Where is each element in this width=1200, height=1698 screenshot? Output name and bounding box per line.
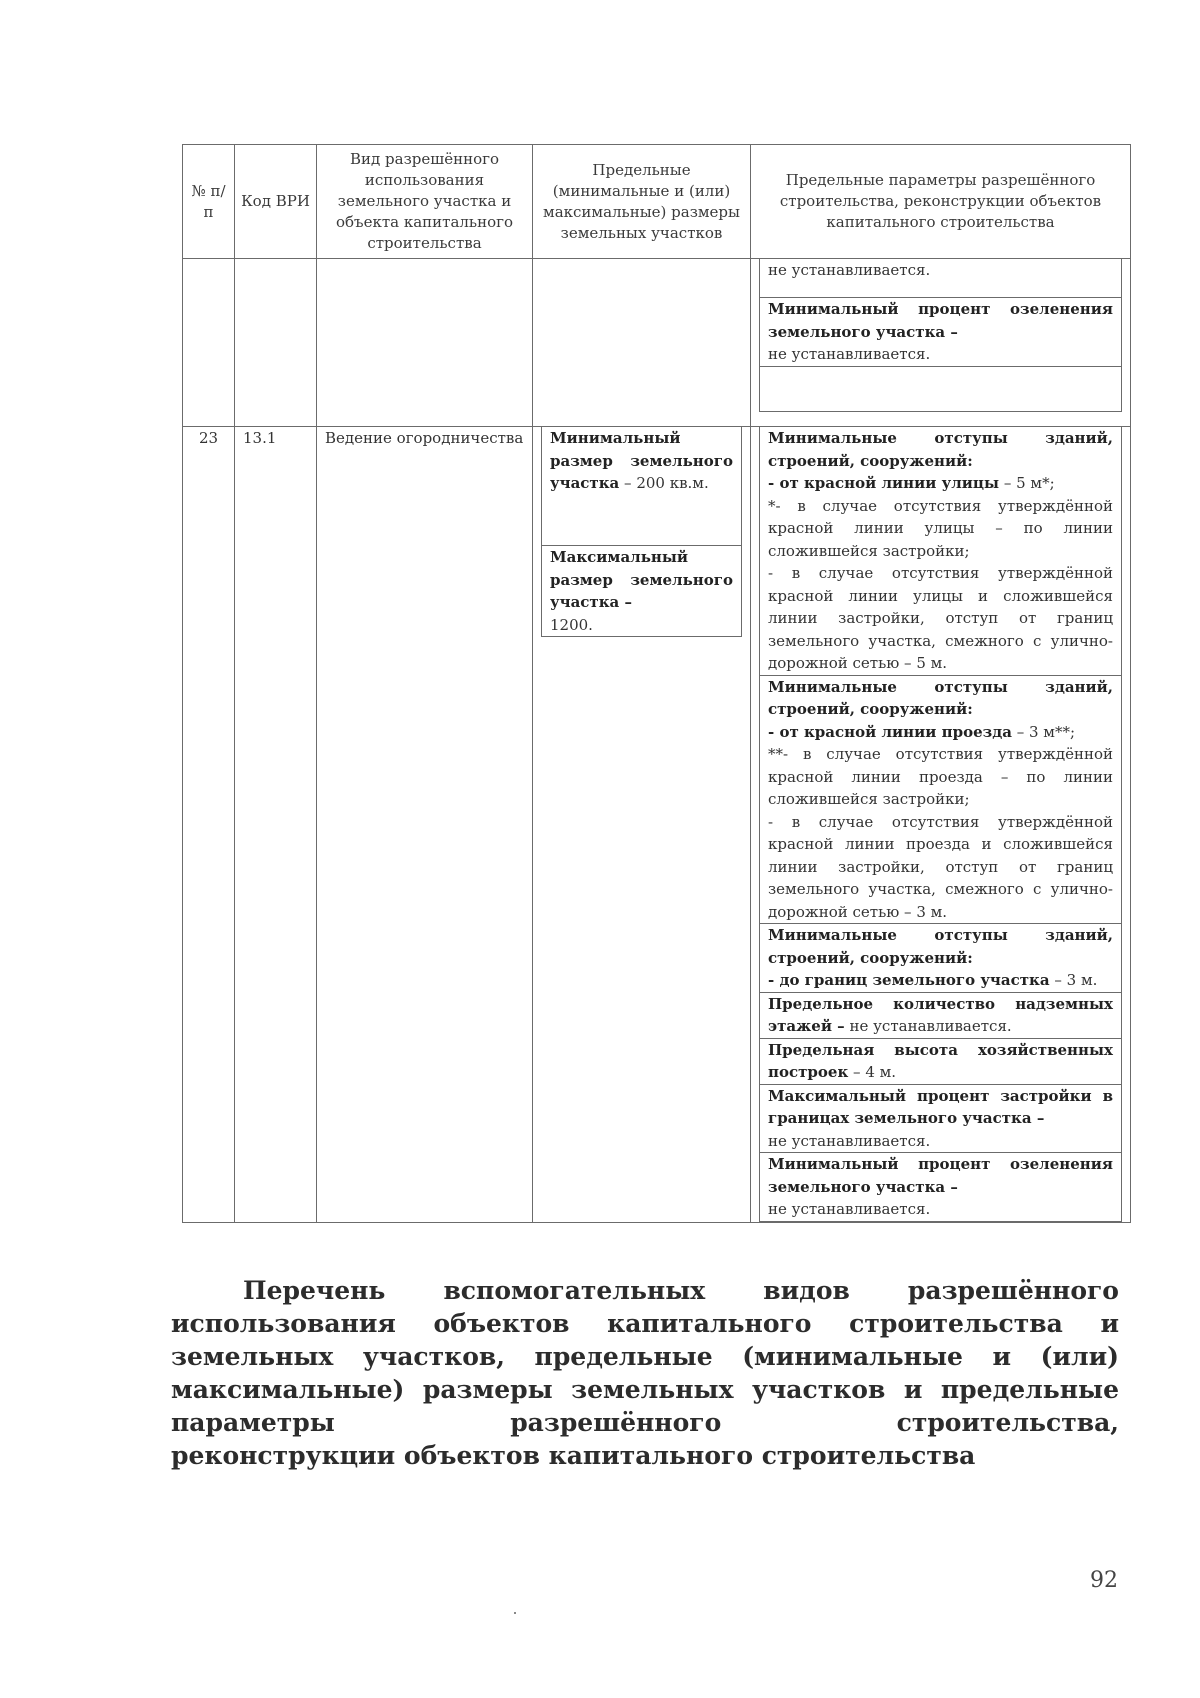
page-number: 92 [1090, 1568, 1118, 1593]
section-heading-line2: реконструкции объектов капитального строительства [171, 1441, 976, 1470]
param-height: Предельная высота хозяйственных построек – 4 м. [760, 1038, 1122, 1084]
size-min: Минимальный размер земельного участка – 200 кв.м. [542, 427, 742, 546]
param-setback-driveway: Минимальные отступы зданий, строений, сооружений: - от красной линии проезда – 3 м**; **- в случае отсутствия утверждённой красной линии проезда – по линии сложившейся застройки; - в случае отсутствия утверждённой красной линии проезда и сложившейся линии застройки, отступ от границ земельного участка, смежного с улично-дорожной сетью – 3 м. [760, 675, 1122, 924]
header-kind: Вид разрешённого использования земельного участка и объекта капитального строительства [317, 145, 533, 259]
row-kind: Ведение огородничества [317, 427, 533, 1223]
cont-param-text: не устанавливается. [768, 261, 931, 279]
header-code: Код ВРИ [235, 145, 317, 259]
table-header-row [183, 145, 1131, 259]
header-params: Предельные параметры разрешённого строительства, реконструкции объектов капитального строительства [751, 145, 1131, 259]
param-floors: Предельное количество надземных этажей – не устанавливается. [760, 992, 1122, 1038]
row-code: 13.1 [235, 427, 317, 1223]
size-max: Максимальный размер земельного участка – 1200. [542, 546, 742, 637]
table-row-23 [183, 427, 1131, 1223]
param-setback-boundary: Минимальные отступы зданий, строений, сооружений: - до границ земельного участка – 3 м. [760, 924, 1122, 993]
scan-speck [514, 1612, 516, 1614]
section-heading [171, 1274, 1119, 1472]
cont-param-bold: Минимальный процент озеленения земельного участка – [768, 300, 1113, 341]
param-max-coverage: Максимальный процент застройки в границах земельного участка – не устанавливается. [760, 1084, 1122, 1153]
row-num: 23 [183, 427, 235, 1223]
param-min-greening: Минимальный процент озеленения земельного участка – не устанавливается. [760, 1153, 1122, 1222]
header-num: № п/п [183, 145, 235, 259]
param-setback-street: Минимальные отступы зданий, строений, сооружений: - от красной линии улицы – 5 м*; *- в случае отсутствия утверждённой красной линии улицы – по линии сложившейся застройки; - в случае отсутствия утверждённой красной линии улицы и сложившейся линии застройки, отступ от границ земельного участка, смежного с улично-дорожной сетью – 5 м. [760, 427, 1122, 675]
cont-param-text-2: не устанавливается. [768, 345, 931, 363]
section-heading-line1: Перечень вспомогательных видов разрешённого использования объектов капитального строительства и земельных участков, предельные (минимальные и (или) максимальные) размеры земельных участков и предельные параметры разрешённого строительства, [171, 1276, 1119, 1437]
header-sizes: Предельные (минимальные и (или) максимальные) размеры земельных участков [533, 145, 751, 259]
zoning-table [182, 144, 1131, 1223]
table-row-continuation [183, 259, 1131, 427]
